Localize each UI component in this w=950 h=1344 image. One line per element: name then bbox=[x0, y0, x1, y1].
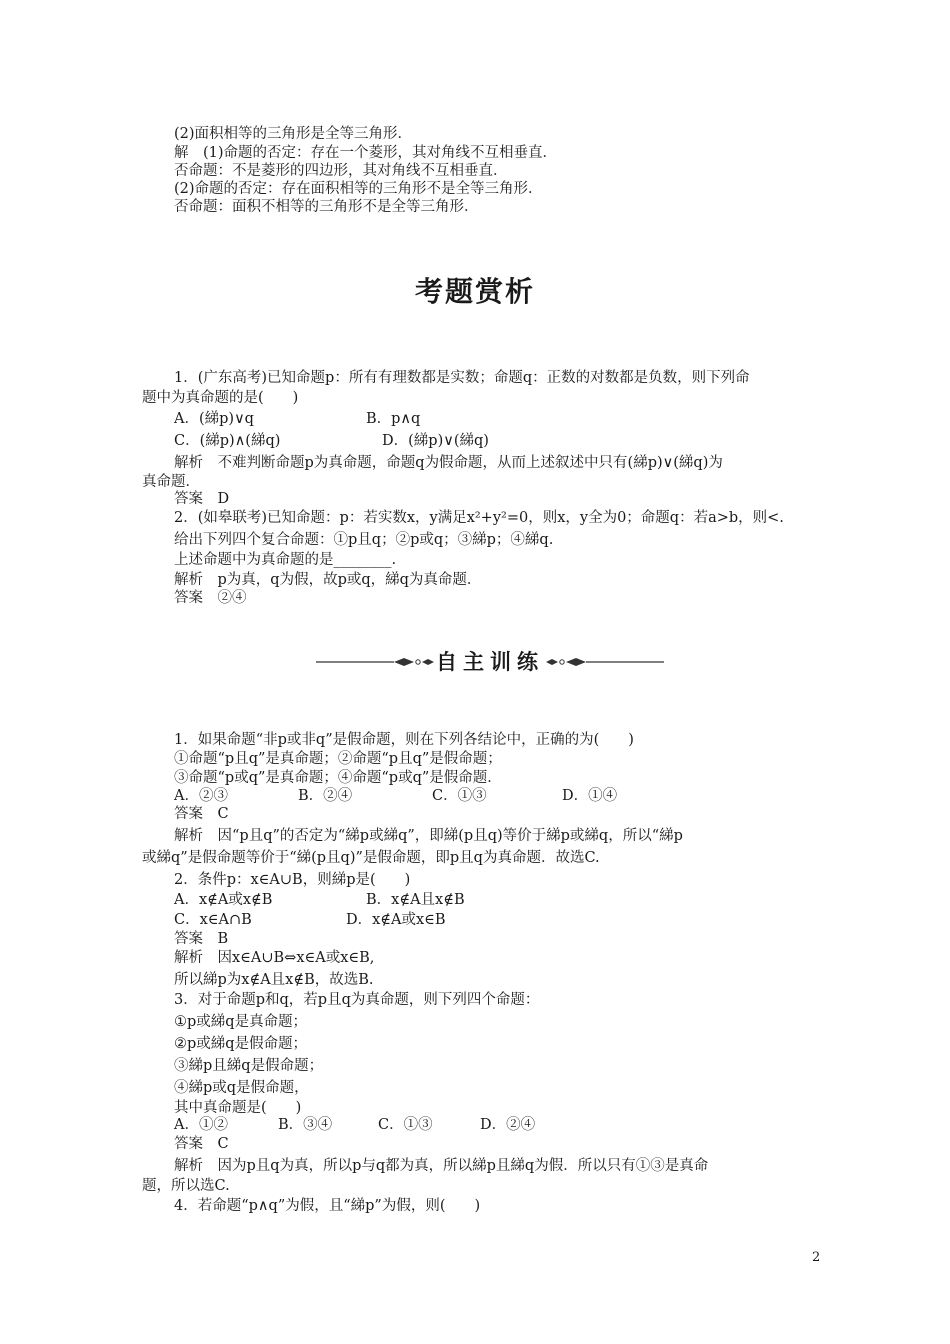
q1-answer: 答案 D bbox=[174, 491, 230, 507]
q1-stem-line-1: 1．(广东高考)已知命题p：所有有理数都是实数；命题q：正数的对数都是负数，则下列命 bbox=[174, 370, 750, 386]
q1-option-b: B．p∧q bbox=[366, 411, 421, 427]
q1-option-c: C．(綈p)∧(綈q) bbox=[174, 433, 281, 449]
q2-stem-line-1: 2．(如皋联考)已知命题：p：若实数x，y满足x²+y²=0，则x，y全为0；命题q：若a>b，则<. bbox=[174, 510, 784, 526]
t3-item-4: ④綈p或q是假命题， bbox=[174, 1080, 309, 1096]
q1-analysis-line-1: 解析 不难判断命题p为真命题，命题q为假命题，从而上述叙述中只有(綈p)∨(綈q)为 bbox=[174, 455, 723, 471]
t3-option-a: A．①② bbox=[174, 1117, 228, 1133]
section-banner bbox=[310, 648, 670, 676]
t3-item-2: ②p或綈q是假命题； bbox=[174, 1036, 308, 1052]
t3-stem-line-2: 其中真命题是( ) bbox=[174, 1100, 302, 1116]
t3-analysis-line-2: 题，所以选C. bbox=[142, 1178, 230, 1194]
t1-option-a: A．②③ bbox=[174, 788, 228, 804]
q2-answer: 答案 ②④ bbox=[174, 590, 247, 606]
t2-analysis-line-2: 所以綈p为x∉A且x∉B，故选B. bbox=[174, 972, 374, 988]
q1-option-a: A．(綈p)∨q bbox=[174, 411, 254, 427]
t1-stem-line-2: ①命题“p且q”是真命题；②命题“p且q”是假命题； bbox=[174, 751, 502, 767]
prev-line-1: (2)面积相等的三角形是全等三角形． bbox=[174, 126, 413, 142]
q2-stem-line-2: 给出下列四个复合命题：①p且q；②p或q；③綈p；④綈q. bbox=[174, 532, 554, 548]
section-title-kaoti: 考题赏析 bbox=[414, 275, 535, 308]
t2-option-c: C．x∈A∩B bbox=[174, 912, 252, 928]
t3-analysis-line-1: 解析 因为p且q为真，所以p与q都为真，所以綈p且綈q为假．所以只有①③是真命 bbox=[174, 1158, 709, 1174]
t3-item-3: ③綈p且綈q是假命题； bbox=[174, 1058, 324, 1074]
t3-stem-line-1: 3．对于命题p和q，若p且q为真命题，则下列四个命题： bbox=[174, 992, 540, 1008]
t4-stem: 4．若命题“p∧q”为假，且“綈p”为假，则( ) bbox=[174, 1198, 481, 1214]
prev-line-5: 否命题：面积不相等的三角形不是全等三角形． bbox=[174, 199, 479, 215]
t2-stem: 2．条件p：x∈A∪B，则綈p是( ) bbox=[174, 872, 411, 888]
prev-line-4: (2)命题的否定：存在面积相等的三角形不是全等三角形． bbox=[174, 181, 543, 197]
t3-item-1: ①p或綈q是真命题； bbox=[174, 1014, 308, 1030]
t3-option-b: B．③④ bbox=[278, 1117, 333, 1133]
t3-answer: 答案 C bbox=[174, 1136, 229, 1152]
t2-option-b: B．x∉A且x∉B bbox=[366, 892, 465, 908]
t1-stem-line-1: 1．如果命题“非p或非q”是假命题，则在下列各结论中，正确的为( ) bbox=[174, 732, 634, 748]
q1-stem-line-2: 题中为真命题的是( ) bbox=[142, 390, 299, 406]
section-title-zizhu: 自主训练 bbox=[436, 650, 544, 674]
q1-analysis-line-2: 真命题． bbox=[142, 474, 200, 490]
t1-answer: 答案 C bbox=[174, 806, 229, 822]
t3-option-c: C．①③ bbox=[378, 1117, 433, 1133]
t1-option-c: C．①③ bbox=[432, 788, 487, 804]
page-number: 2 bbox=[812, 1250, 821, 1265]
prev-line-2: 解 (1)命题的否定：存在一个菱形，其对角线不互相垂直． bbox=[174, 145, 558, 161]
t2-analysis-line-1: 解析 因x∈A∪B⇔x∈A或x∈B, bbox=[174, 950, 375, 966]
t1-option-d: D．①④ bbox=[562, 788, 618, 804]
t2-answer: 答案 B bbox=[174, 931, 229, 947]
t1-stem-line-3: ③命题“p或q”是真命题；④命题“p或q”是假命题． bbox=[174, 770, 502, 786]
q2-analysis: 解析 p为真，q为假，故p或q，綈q为真命题． bbox=[174, 572, 482, 588]
t1-analysis-line-1: 解析 因“p且q”的否定为“綈p或綈q”，即綈(p且q)等价于綈p或綈q，所以“綈p bbox=[174, 828, 683, 844]
t1-analysis-line-2: 或綈q”是假命题等价于“綈(p且q)”是假命题，即p且q为真命题．故选C. bbox=[142, 850, 600, 866]
t3-option-d: D．②④ bbox=[480, 1117, 536, 1133]
q2-stem-line-3: 上述命题中为真命题的是________. bbox=[174, 552, 397, 568]
t2-option-a: A．x∉A或x∉B bbox=[174, 892, 273, 908]
prev-line-3: 否命题：不是菱形的四边形，其对角线不互相垂直． bbox=[174, 163, 508, 179]
t1-option-b: B．②④ bbox=[298, 788, 353, 804]
q1-option-d: D．(綈p)∨(綈q) bbox=[382, 433, 489, 449]
banner-right-ornament-icon bbox=[540, 648, 670, 676]
t2-option-d: D．x∉A或x∈B bbox=[346, 912, 446, 928]
